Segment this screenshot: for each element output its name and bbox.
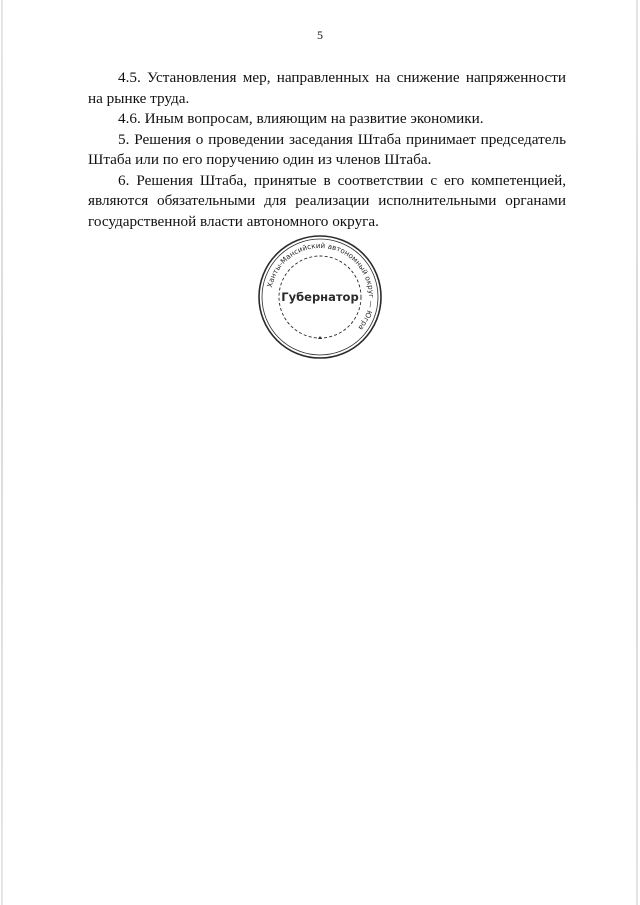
paragraph-6: 6. Решения Штаба, принятые в соответствии с его компетенцией, являются обязательными для реализации исполнительными органами государственной власти автономного округа. [88, 171, 566, 230]
document-body [88, 68, 566, 232]
seal-graphic [255, 232, 385, 362]
seal-ring-text: Ханты-Мансийский автономный округ — Югра [264, 240, 377, 333]
scan-edge-left [1, 0, 3, 905]
seal-center-text: Губернатор [281, 290, 359, 304]
paragraph-5: 5. Решения о проведении заседания Штаба принимает председатель Штаба или по его поручению один из членов Штаба. [88, 130, 566, 168]
paragraph-4-5: 4.5. Установления мер, направленных на снижение напряженности на рынке труда. [88, 69, 566, 107]
scan-edge-right [636, 0, 638, 905]
page-number: 5 [317, 28, 323, 42]
paragraph-4-6: 4.6. Иным вопросам, влияющим на развитие экономики. [118, 110, 484, 127]
governor-seal [255, 232, 385, 362]
star-icon [318, 336, 322, 339]
